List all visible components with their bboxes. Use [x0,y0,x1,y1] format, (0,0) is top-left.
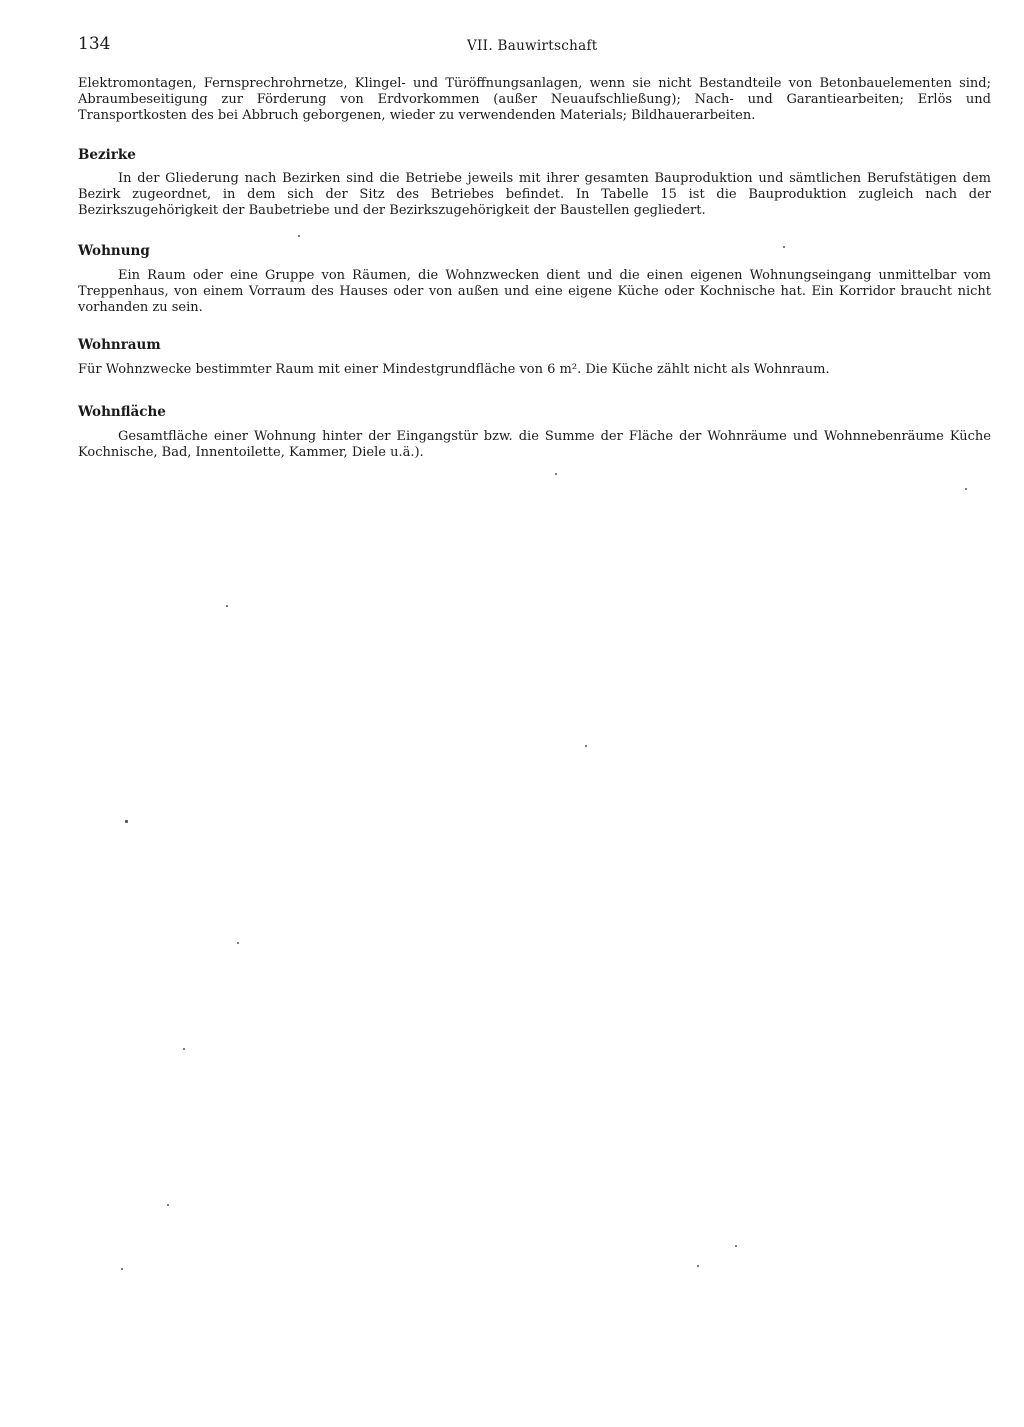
scan-speck [555,473,557,475]
scan-speck [183,1048,185,1050]
page-number: 134 [78,34,111,54]
scan-speck [585,745,587,747]
running-head: VII. Bauwirtschaft [467,38,598,54]
scan-speck [237,942,239,944]
intro-paragraph: Elektromontagen, Fernsprechrohrnetze, Klingel- und Türöffnungsanlagen, wenn sie nicht Bestandteile von Betonbauelementen sind; Abraumbeseitigung zur Förderung von Erdvorkommen (außer Neuaufschließung); Nach- und Garantiearbeiten; Erlös und Transportkosten des bei Abbruch geborgenen, wieder zu verwendenden Materials; Bildhauerarbeiten. [78,76,991,123]
scan-speck [298,235,300,237]
scan-speck [965,488,967,490]
scan-speck [167,1204,169,1206]
section-paragraph-wohnraum: Für Wohnzwecke bestimmter Raum mit einer Mindestgrundfläche von 6 m². Die Küche zählt nicht als Wohnraum. [78,362,830,377]
scan-speck [125,820,128,823]
scan-speck [783,246,785,248]
section-paragraph-bezirke: In der Gliederung nach Bezirken sind die Betriebe jeweils mit ihrer gesamten Bauproduktion und sämtlichen Berufstätigen dem Bezirk zugeordnet, in dem sich der Sitz des Betriebes befindet. In Tabelle 15 ist die Bauproduktion zugleich nach der Bezirkszugehörigkeit der Baubetriebe und der Bezirkszugehörigkeit der Baustellen gegliedert. [78,171,991,218]
scan-speck [226,605,228,607]
scan-speck [735,1245,737,1247]
scan-speck [697,1265,699,1267]
section-paragraph-wohnflaeche: Gesamtfläche einer Wohnung hinter der Eingangstür bzw. die Summe der Fläche der Wohnräume und Wohnnebenräume Küche Kochnische, Bad, Innentoilette, Kammer, Diele u.ä.). [78,429,991,460]
scan-speck [121,1268,123,1270]
section-heading-bezirke: Bezirke [78,147,136,163]
section-heading-wohnflaeche: Wohnfläche [78,404,166,420]
section-heading-wohnraum: Wohnraum [78,337,161,353]
section-paragraph-wohnung: Ein Raum oder eine Gruppe von Räumen, die Wohnzwecken dient und die einen eigenen Wohnungseingang unmittelbar vom Treppenhaus, von einem Vorraum des Hauses oder von außen und eine eigene Küche oder Kochnische hat. Ein Korridor braucht nicht vorhanden zu sein. [78,268,991,315]
section-heading-wohnung: Wohnung [78,243,150,259]
